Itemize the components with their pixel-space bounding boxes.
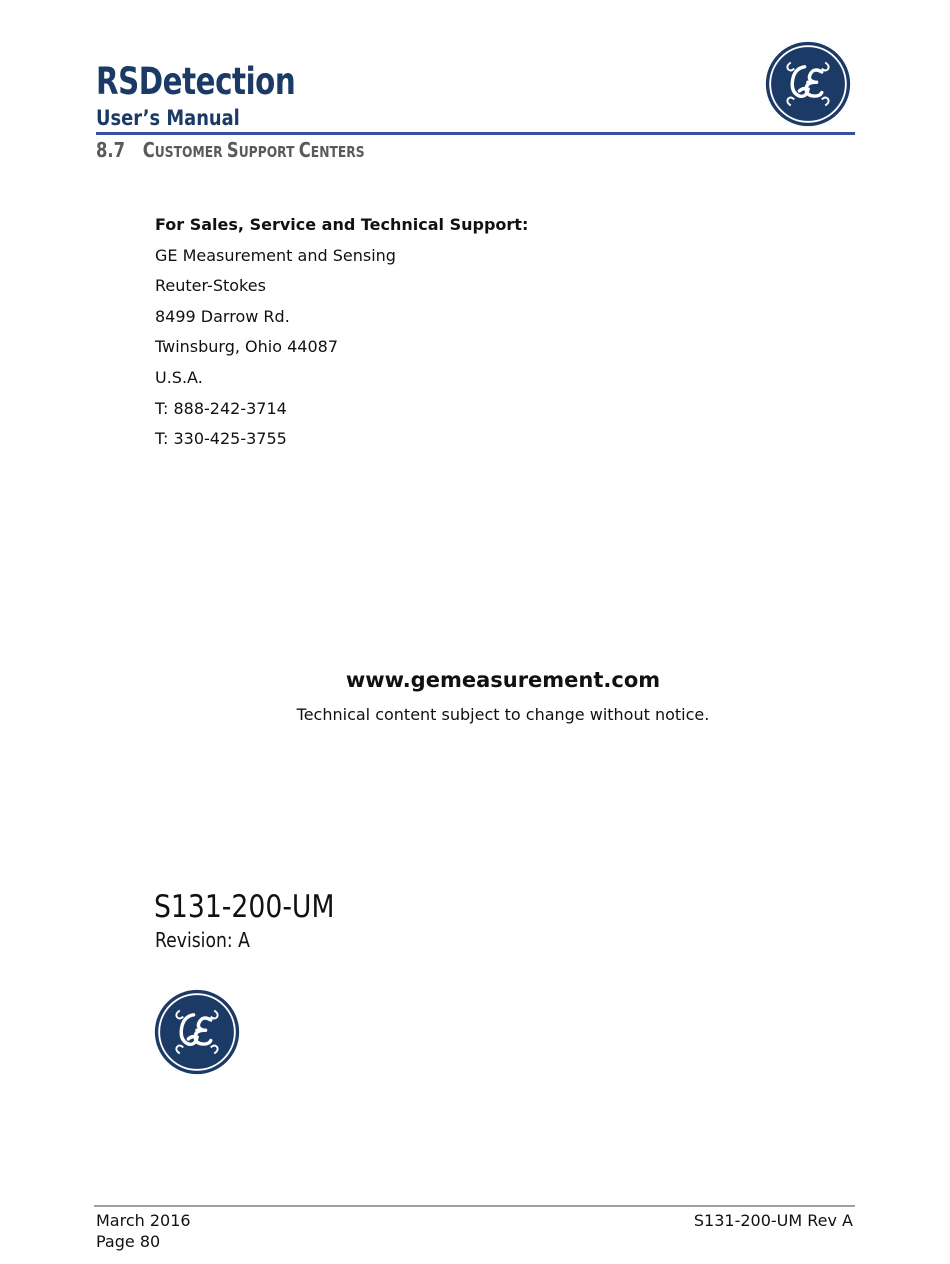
contact-line: GE Measurement and Sensing xyxy=(155,245,396,265)
ge-logo-icon xyxy=(765,41,851,127)
manual-subtitle: User’s Manual xyxy=(96,106,240,130)
footer-doc-rev: S131-200-UM Rev A xyxy=(693,1211,853,1230)
contact-line: U.S.A. xyxy=(155,367,203,387)
section-number: 8.7 xyxy=(96,138,126,162)
contact-phone: T: 330-425-3755 xyxy=(155,429,287,449)
contact-line: Twinsburg, Ohio 44087 xyxy=(155,337,339,357)
document-id: S131-200-UM xyxy=(154,889,335,925)
page-number: Page 80 xyxy=(96,1232,161,1251)
document-revision: Revision: A xyxy=(155,928,250,952)
footer-divider xyxy=(94,1205,855,1207)
footer-date: March 2016 xyxy=(96,1211,191,1230)
section-title: CUSTOMER SUPPORT CENTERS xyxy=(142,138,365,162)
contact-line: Reuter-Stokes xyxy=(155,276,266,296)
header-divider xyxy=(96,132,855,135)
footer-left xyxy=(96,1210,191,1252)
contact-heading: For Sales, Service and Technical Support: xyxy=(155,215,529,234)
ge-logo-icon xyxy=(154,989,240,1075)
website-link[interactable]: www.gemeasurement.com xyxy=(345,668,661,692)
contact-block xyxy=(155,210,528,455)
brand-title: RSDetection xyxy=(96,60,296,103)
contact-phone: T: 888-242-3714 xyxy=(155,398,287,418)
change-notice: Technical content subject to change without notice. xyxy=(296,705,710,724)
contact-line: 8499 Darrow Rd. xyxy=(155,306,290,326)
section-heading xyxy=(96,139,365,163)
